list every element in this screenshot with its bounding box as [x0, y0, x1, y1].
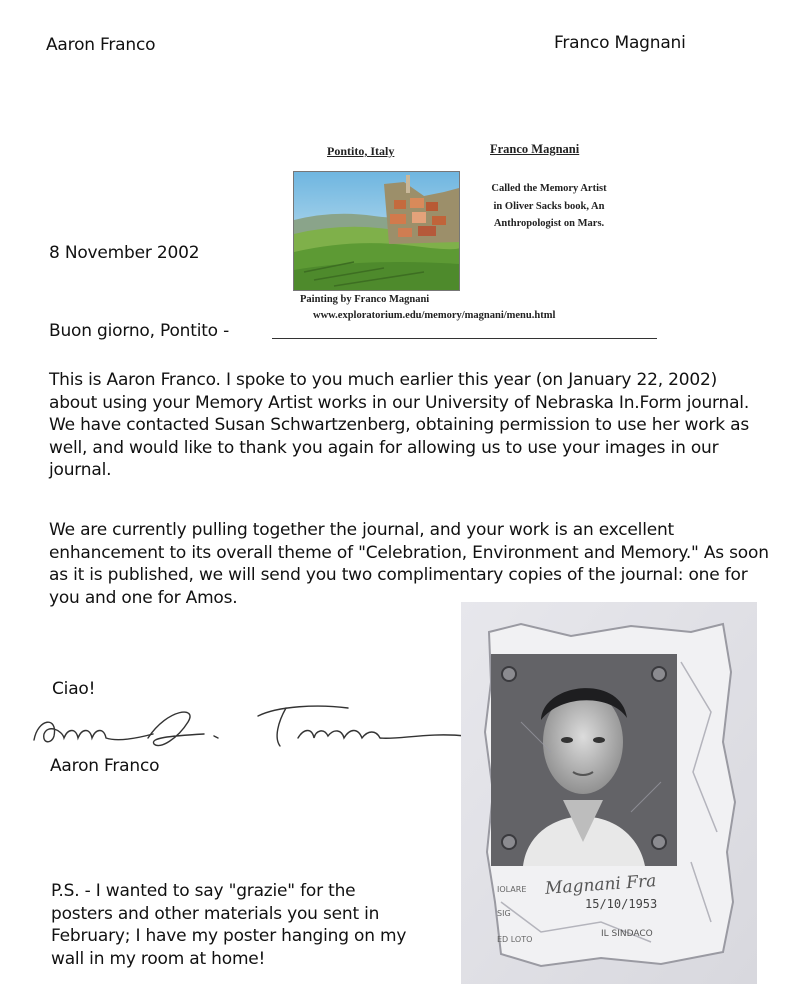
worn-id-photo	[461, 602, 757, 984]
inset-place-title: Pontito, Italy	[327, 144, 395, 158]
recipient-name: Franco Magnani	[554, 33, 686, 53]
vintage-portrait-photo	[461, 602, 757, 984]
painting-credit: Painting by Franco Magnani	[300, 294, 430, 305]
letter-date: 8 November 2002	[49, 243, 200, 263]
photo-field-label: IL SINDACO	[601, 929, 653, 939]
greeting-underline	[272, 338, 657, 339]
sender-name: Aaron Franco	[46, 35, 156, 55]
closing: Ciao!	[52, 679, 96, 699]
greeting: Buon giorno, Pontito -	[49, 321, 230, 341]
photo-date-stamp: 15/10/1953	[585, 897, 658, 911]
painting-image	[294, 172, 459, 290]
photo-field-label: SIG	[497, 909, 511, 918]
photo-field-label: IOLARE	[497, 885, 527, 894]
body-paragraph-1: This is Aaron Franco. I spoke to you much earlier this year (on January 22, 2002) about using your Memory Artist works in our University of Nebraska In.Form journal. We have contacted Susan Schwartzenberg, obtaining permission to use her work as well, and would like to thank you again for allowing us to use your images in our journal.	[49, 370, 750, 480]
postscript: P.S. - I wanted to say "grazie" for the posters and other materials you sent in February; I have my poster hanging on my wall in my room at home!	[51, 881, 407, 969]
source-url: www.exploratorium.edu/memory/magnani/menu.html	[313, 310, 556, 321]
pontito-painting	[293, 171, 460, 291]
photo-field-label: ED LOTO	[497, 935, 533, 944]
handwritten-signature	[28, 698, 468, 758]
signed-name: Aaron Franco	[50, 756, 160, 776]
body-paragraph-2: We are currently pulling together the journal, and your work is an excellent enhancement to its overall theme of "Celebration, Environment and Memory." As soon as it is published, we will send you two complimentary copies of the journal: one for you and one for Amos.	[49, 520, 769, 608]
photo-handwritten-name: Magnani Fra	[544, 871, 657, 899]
artist-description: Called the Memory Artist in Oliver Sacks book, An Anthropologist on Mars.	[491, 183, 607, 229]
signature-image	[28, 698, 468, 758]
inset-artist-title: Franco Magnani	[490, 142, 580, 156]
